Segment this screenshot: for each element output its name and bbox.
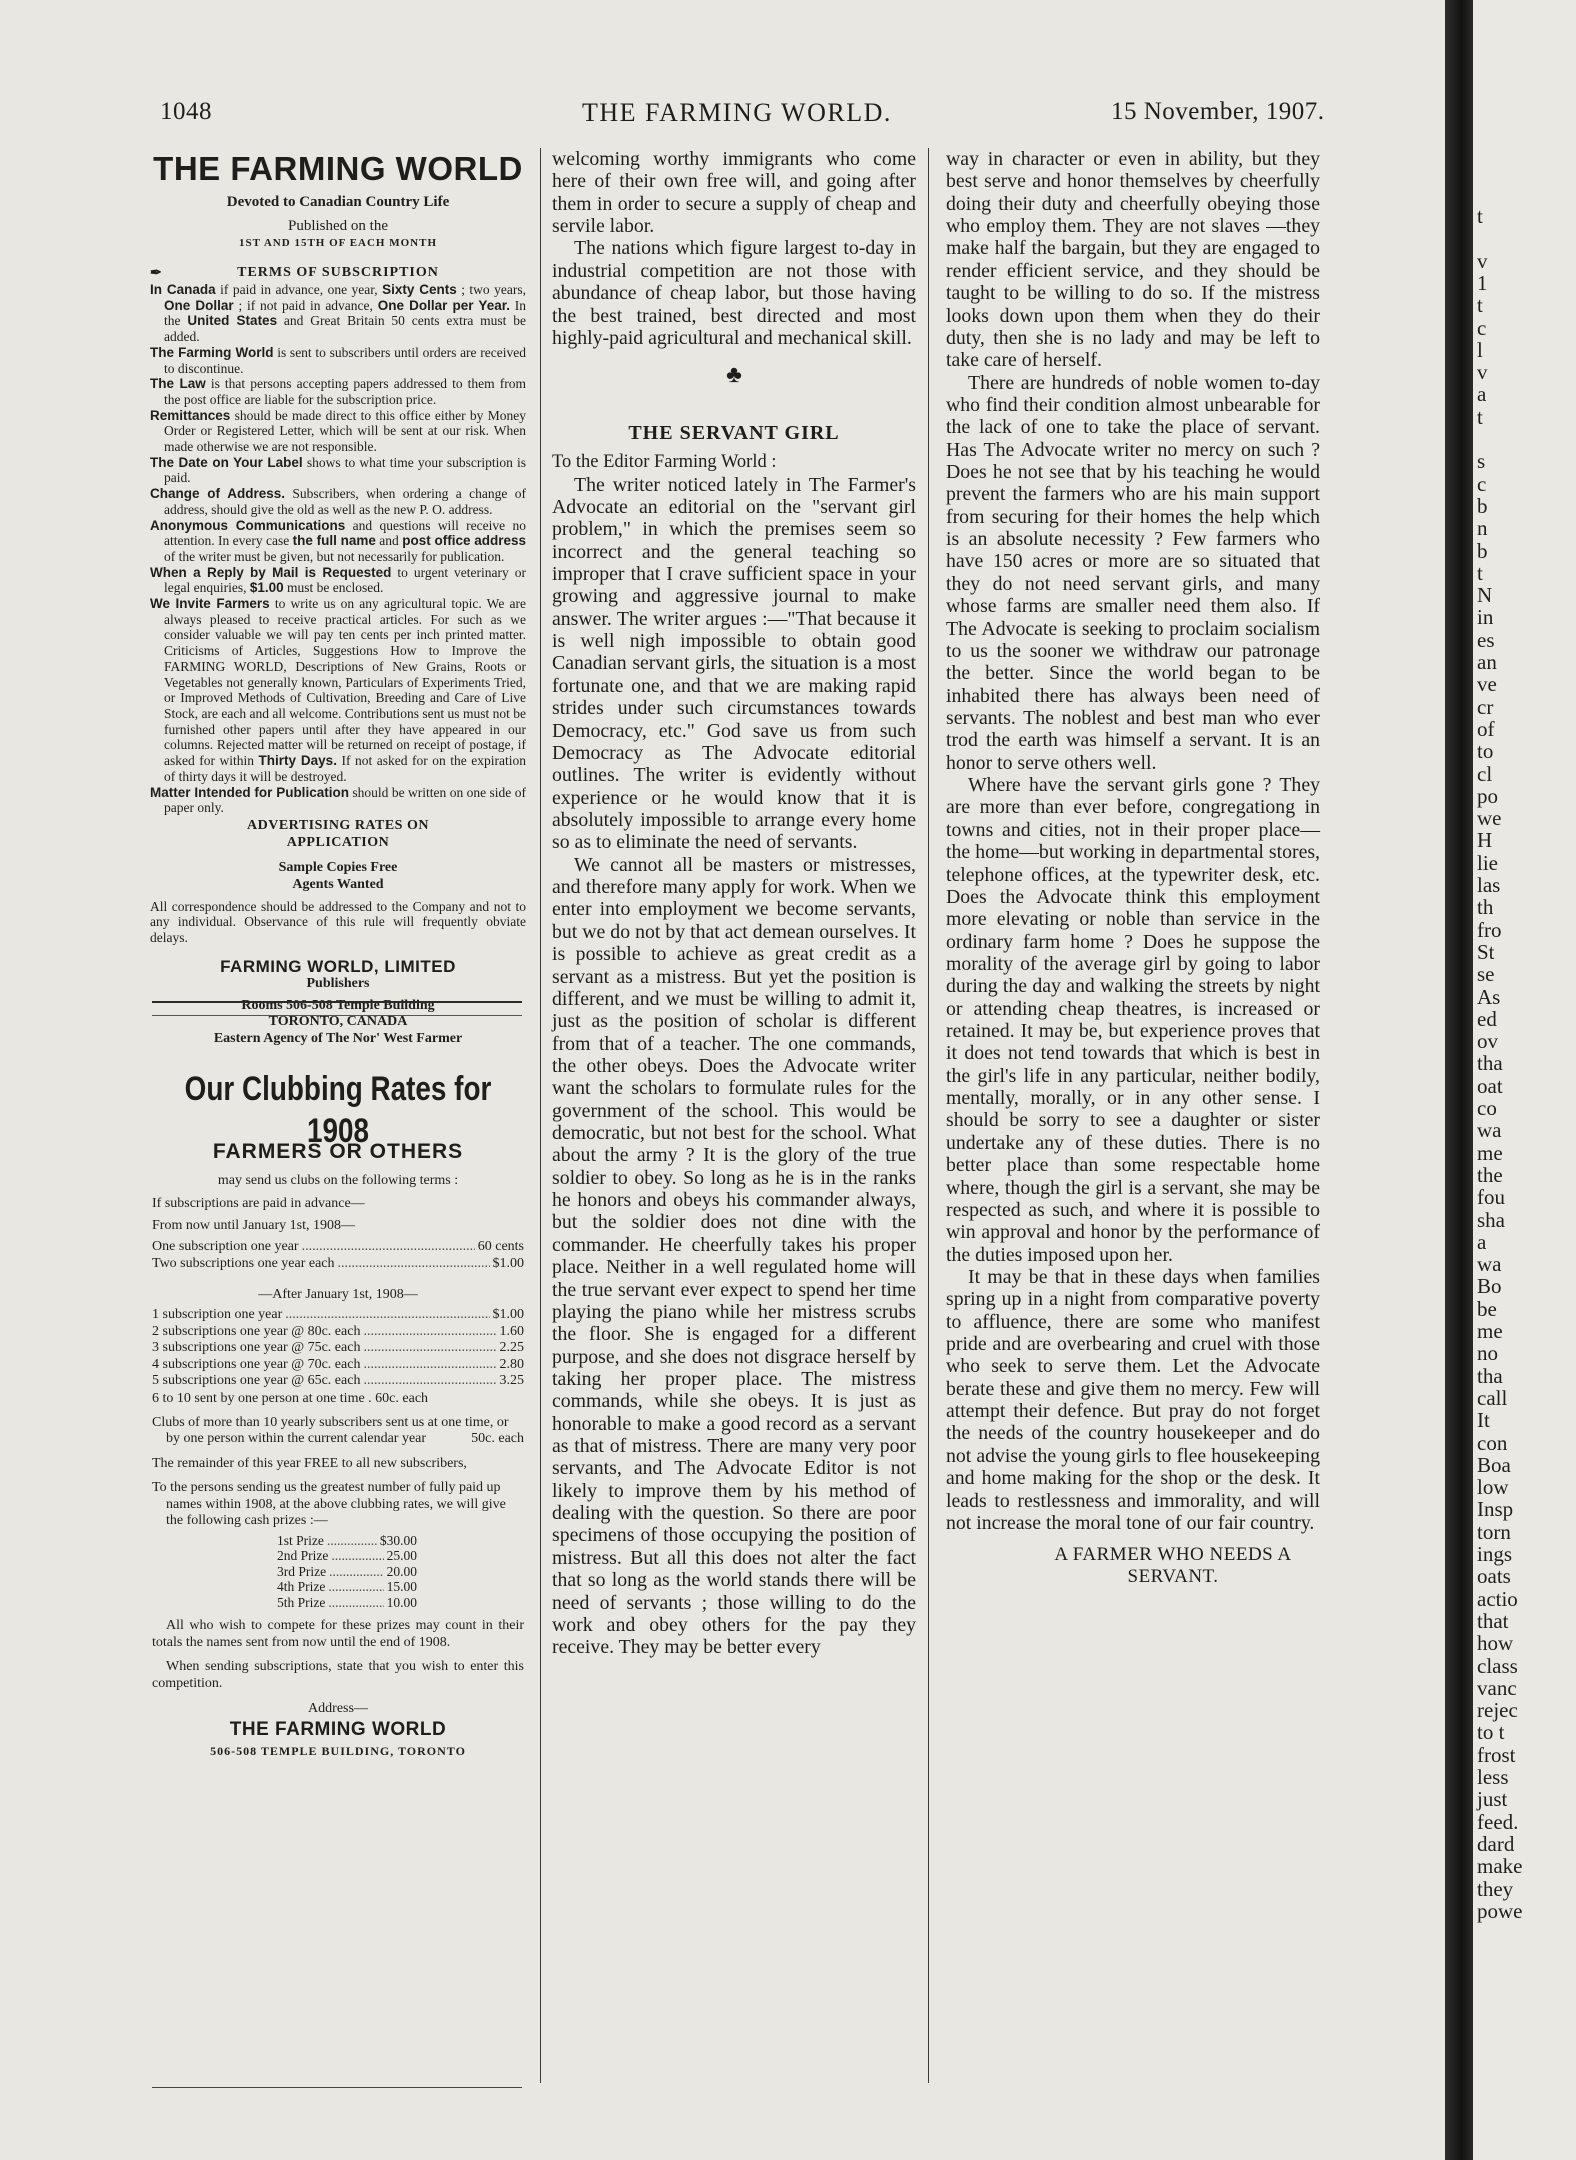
rate-label: 2 subscriptions one year @ 80c. each (152, 1323, 361, 1339)
rate-price: 2.25 (499, 1340, 524, 1355)
rate-row (277, 1564, 417, 1580)
terms-bold-run: Remittances (150, 407, 231, 423)
terms-bold-run: When a Reply by Mail is Requested (150, 564, 392, 580)
facing-page-fragment: lie (1477, 850, 1498, 875)
facing-page-fragment: be (1477, 1296, 1497, 1321)
terms-run: If not asked for on the expiration of thirty days it will be destroyed. (164, 753, 526, 784)
dot-leader (329, 1564, 384, 1580)
page-number: 1048 (160, 98, 212, 125)
terms-heading-text: TERMS OF SUBSCRIPTION (237, 265, 439, 280)
terms-paragraph (150, 376, 526, 407)
advertising-line: ADVERTISING RATES ON (247, 817, 429, 833)
terms-bold-run: We Invite Farmers (150, 596, 270, 612)
facing-page-fragment: rejec (1477, 1698, 1518, 1723)
facing-page-fragment: t (1477, 293, 1483, 318)
rate-price: 20.00 (386, 1563, 417, 1579)
masthead-title: THE FARMING WORLD (153, 150, 523, 187)
terms-run: and (375, 533, 403, 549)
article-title: THE SERVANT GIRL (628, 422, 840, 445)
remainder-line: The remainder of this year FREE to all new subscribers, (152, 1455, 467, 1471)
facing-page-fragment: tha (1477, 1051, 1503, 1076)
article-signoff (946, 1544, 1320, 1588)
facing-page-fragment: low (1477, 1475, 1509, 1500)
masthead-column (150, 144, 526, 1047)
terms-run: and Great Britain 50 cents extra must be added. (164, 313, 526, 345)
facing-page-fragment: cr (1477, 694, 1494, 719)
farmers-heading: FARMERS OR OTHERS (212, 1140, 464, 1163)
divider (152, 2087, 522, 2088)
prize-list (277, 1533, 417, 1611)
facing-page-fragment: H (1477, 828, 1493, 853)
facing-page-fragment: Boa (1477, 1452, 1511, 1477)
rate-label: Two subscriptions one year each (152, 1255, 335, 1271)
advertising-line: APPLICATION (286, 834, 390, 850)
eastern-agency: Eastern Agency of The Nor' West Farmer (213, 1031, 463, 1047)
rate-price: $1.00 (492, 1255, 524, 1271)
facing-page-fragment: ings (1477, 1542, 1513, 1566)
column-rule (928, 148, 929, 2083)
facing-page-fragment: se (1477, 962, 1495, 987)
after-january-line: —After January 1st, 1908— (258, 1287, 418, 1302)
terms-run: shows to what time your subscription is paid. (164, 454, 526, 486)
rate-label: 3rd Prize (277, 1563, 327, 1579)
facing-page-fragment: to (1477, 739, 1494, 764)
facing-page-fragment: wa (1477, 1252, 1502, 1277)
dot-leader (363, 1357, 496, 1374)
facing-page-fragment: c (1477, 315, 1487, 340)
terms-list (150, 282, 526, 816)
terms-paragraph (150, 486, 526, 517)
rate-price: 1.60 (499, 1323, 524, 1339)
terms-bold-run: the full name (292, 533, 376, 549)
article-column-middle (552, 148, 916, 1659)
terms-bold-run: In Canada (150, 282, 216, 297)
facing-page-fragment: b (1477, 493, 1488, 518)
club-ornament-icon: ♣ (726, 362, 742, 389)
if-paid-line: If subscriptions are paid in advance— (152, 1196, 365, 1211)
address-name: THE FARMING WORLD (229, 1719, 447, 1740)
terms-paragraph (150, 408, 526, 455)
rate-row (152, 1340, 524, 1357)
facing-page-fragment: dard (1477, 1831, 1515, 1856)
terms-run: to write us on any agricultural topic. We are always pleased to receive practical articles. For such as we consider valuable we will pay ten cents per inch printed matter. Criticisms of Articles, Suggestions How to Improve the FARMING WORLD, Descriptions of New Grains, Roots or Vegetables not generally known, Particulars of Experiments Tried, or Improved Methods of Cultivation, Breeding and Care of Live Stock, are each and all welcome. Contributions sent us must not be furnished other papers until after they have appeared in our columns. Rejected matter will be returned on receipt of postage, if asked for within (164, 596, 526, 769)
terms-run: should be written on one side of paper only. (164, 784, 526, 816)
when-sending-note: When sending subscriptions, state that you wish to enter this competition. (152, 1659, 524, 1691)
facing-page-fragment: oat (1477, 1073, 1503, 1098)
rate-price: 25.00 (386, 1548, 417, 1563)
terms-run: to urgent veterinary or legal enquiries, (164, 564, 526, 596)
signoff-line: A FARMER WHO NEEDS A (1054, 1544, 1292, 1566)
facing-page-fragment: torn (1477, 1519, 1511, 1544)
terms-bold-run: United States (187, 313, 278, 329)
rate-label: 4 subscriptions one year @ 70c. each (152, 1356, 361, 1372)
facing-page-fragment: th (1477, 895, 1494, 920)
facing-page-fragment: an (1477, 650, 1497, 674)
terms-bold-run: Sixty Cents (382, 282, 457, 297)
rate-price: 2.80 (499, 1356, 524, 1372)
facing-page-fragment: l (1477, 337, 1483, 362)
terms-bold-run: Change of Address. (150, 486, 285, 502)
masthead-published: Published on the (288, 218, 388, 234)
rate-row (277, 1533, 417, 1549)
publisher-name: FARMING WORLD, LIMITED (220, 957, 456, 977)
terms-bold-run: The Law (150, 376, 206, 392)
facing-page-fragment: oats (1477, 1564, 1511, 1589)
clubs-more-price: 50c. each (471, 1431, 524, 1446)
running-title: THE FARMING WORLD. (582, 98, 892, 127)
facing-page-fragment: St (1477, 939, 1495, 964)
article-paragraph: The nations which figure largest to-day in industrial competition are not those with abundance of cheap labor, but those having the best trained, best directed and most highly-paid agricultural and mechanical skill. (552, 237, 916, 349)
rate-label: 1st Prize (277, 1532, 324, 1548)
column-rule (540, 148, 541, 2083)
signoff-line: SERVANT. (1127, 1566, 1219, 1588)
rate-row (277, 1579, 417, 1595)
rate-row (152, 1256, 524, 1273)
rate-label: 5 subscriptions one year @ 65c. each (152, 1373, 361, 1388)
dot-leader (363, 1373, 496, 1390)
rate-row (152, 1324, 524, 1341)
correspondence-note: All correspondence should be addressed to the Company and not to any individual. Observance of this rule will frequently obviate delays. (150, 898, 526, 945)
facing-page-fragment: make (1477, 1854, 1523, 1879)
rate-label: 5th Prize (277, 1594, 326, 1610)
rate-price: $1.00 (492, 1307, 524, 1322)
article-paragraph: Where have the servant girls gone ? They are more than ever before, congregationg in towns and cities, not in their proper place— the home—but working in departmental stores, telephone offices, at the typewriter desk, etc. Does the Advocate think this employment more elevating or noble than service in the ordinary farm home ? Does he suppose the morality of the average girl by going to labor during the day and walking the streets by night or attending cheap theatres, is increased or retained. It may be, but experience proves that it does not tend towards that which is best in the girl's life in any particular, neither bodily, mentally, morally, or in any other sense. I should be sorry to see a daughter or sister undertake any of these duties. There is no better place than some respectable home where, though the girl is a servant, she may be respected as such, and where it is possible to win approval and honor by the performance of the duties imposed upon her. (946, 774, 1320, 1266)
facing-page-fragment: b (1477, 538, 1488, 563)
dot-leader (328, 1595, 383, 1611)
terms-run: Subscribers, when ordering a change of address, should give the old as well as the new P. O. address. (164, 486, 526, 517)
terms-bold-run: One Dollar (164, 297, 234, 313)
terms-paragraph (150, 596, 526, 784)
dot-leader (302, 1239, 475, 1256)
facing-page-fragment: las (1477, 873, 1501, 897)
terms-bold-run: One Dollar per Year. (377, 297, 510, 313)
article-paragraph: The writer noticed lately in The Farmer's Advocate an editorial on the "servant girl problem," in which the premises seem so incorrect and the general teaching so improper that I crave sufficient space in your growing and aggressive journal to make answer. The writer argues :—"That because it is well nigh impossible to obtain good Canadian servant girls, the situation is a most fortunate one, and that we are making rapid strides under such circumstances towards Democracy, etc." God save us from such Democracy as The Advocate editorial outlines. The writer is evidently without experience or he would know that it is absolutely impossible to arrange every home so as to eliminate the need of servants. (552, 473, 916, 854)
facing-page-fragment: they (1477, 1876, 1514, 1901)
facing-page-fragment: sha (1477, 1207, 1505, 1232)
dot-leader (363, 1340, 496, 1357)
facing-page-fragment: v (1477, 360, 1488, 385)
masthead-dates: 1ST AND 15TH OF EACH MONTH (238, 237, 438, 249)
facing-page-fragment: s (1477, 449, 1486, 474)
rate-price: $30.00 (379, 1532, 417, 1548)
article-paragraph: We cannot all be masters or mistresses, and therefore many apply for work. When we enter into employment we become servants, but we do not by that act demean ourselves. It is possible to achieve as great credit as a servant as a mistress. But yet the position is different, and we must be willing to admit it, just as the position of scholar is different from that of a teacher. The one commands, the other obeys. Does the Advocate writer want the scholars to formulate rules for the government of the school. This would be democratic, but not best for the school. What about the army ? It is the glory of the true soldier to obey. So long as he is in the ranks he honors and obeys his commander always, but the soldier does not dine with the commander. He cheerfully takes his proper place. Neither in a well regulated home will the true servant ever expect to spend her time playing the piano while her mistress scrubs the floor. She is engaged for a different purpose, and she does not disgrace herself by taking her proper place. The mistress commands, while she obeys. It is just as honorable to make a good record as a servant as that of mistress. There are many very poor servants, and The Advocate Editor is not likely to improve them by his method of dealing with the question. So there are poor specimens of those occupying the position of mistress. But all this does not alter the fact that so long as the world stands there will be need of servants ; those willing to do the work and obey others for the pay they receive. They may be better every (552, 853, 916, 1659)
facing-page-fragment: class (1477, 1653, 1518, 1678)
rate-row (152, 1307, 524, 1324)
facing-page-fragment: As (1477, 984, 1501, 1009)
terms-run: is sent to subscribers until orders are received to discontinue. (164, 344, 526, 376)
publisher-role: Publishers (306, 976, 370, 992)
issue-date: 15 November, 1907. (1111, 98, 1325, 125)
facing-page-fragment: feed. (1477, 1809, 1519, 1834)
facing-page-fragment: how (1477, 1631, 1514, 1656)
rate-row (152, 1373, 524, 1390)
terms-run: In the (164, 297, 527, 329)
sample-line: Agents Wanted (292, 876, 384, 892)
facing-page-fragment: es (1477, 627, 1495, 652)
dot-leader (363, 1324, 496, 1341)
publisher-city: TORONTO, CANADA (268, 1014, 408, 1030)
facing-page-fragment: Bo (1477, 1274, 1502, 1299)
facing-page-fragment: vanc (1477, 1675, 1517, 1700)
clubs-more-line (152, 1415, 524, 1448)
address-street: 506-508 TEMPLE BUILDING, TORONTO (210, 1744, 466, 1758)
clubbing-heading: Our Clubbing Rates for 1908 (184, 1070, 492, 1150)
facing-page-fragment: t (1477, 560, 1483, 585)
terms-run: and questions will receive no attention. In every case (164, 517, 526, 549)
terms-run: is that persons accepting papers addressed to them from the post office are liable for the subscription price. (164, 376, 526, 407)
article-paragraph: It may be that in these days when families spring up in a night from comparative poverty to affluence, there are some who manifest pride and are overbearing and cruel with those who seek to serve them. Let the Advocate berate these and give them no mercy. Few will attempt their defence. But pray do not forget the needs of the country housekeeper and do not advise the young girls to flee housekeeping and home making for the shop or the desk. It leads to restlessness and immorality, and will not increase the moral tone of our fair country. (946, 1265, 1320, 1534)
facing-page-fragment: frost (1477, 1742, 1516, 1767)
facing-page-fragment: wa (1477, 1118, 1502, 1143)
article-paragraph: way in character or even in ability, but they best serve and honor themselves by cheerfully doing their duty and cheerfully obeying those who employ them. They are not slaves —they make half the bargain, but they are engaged to render efficient service, and they should be taught to be willing to do so. If the mistress looks down upon them when they do their duty, then she is no lady and may be left to take care of herself. (946, 148, 1320, 372)
facing-page-fragment: fro (1477, 917, 1502, 942)
facing-page-edge (1473, 0, 1576, 2160)
divider (152, 1015, 522, 1016)
six-to-ten-line: 6 to 10 sent by one person at one time . 60c. each (152, 1390, 429, 1406)
terms-run: of the writer must be given, but not necessarily for publication. (164, 548, 505, 564)
sample-line: Sample Copies Free (278, 859, 398, 875)
facing-page-fragment: po (1477, 783, 1498, 808)
facing-page-fragment: less (1477, 1765, 1509, 1789)
terms-run: if paid in advance, one year, (215, 282, 383, 297)
facing-page-fragment: a (1477, 382, 1487, 407)
facing-page-fragment: ed (1477, 1006, 1497, 1031)
terms-paragraph (150, 785, 526, 816)
facing-page-fragment: in (1477, 605, 1494, 630)
article-paragraph: There are hundreds of noble women to-day who find their condition almost unbearable for the lack of one to take the place of servant. Has The Advocate writer no mercy on such ? Does he not see that by his teaching he would prevent the farmers who are his main support from securing for their homes the help which is an absolute necessity ? Few farmers who have 150 acres or more are so situated that they do not need servant girls, and many whose farms are smaller need them also. If The Advocate is seeking to proclaim socialism to us the sooner we withdraw our patronage the better. Since the world began to be inhabited there has always been need of servants. The noblest and best man who ever trod the earth was himself a servant. It is an honor to serve others well. (946, 371, 1320, 774)
rates-before-list (152, 1239, 524, 1272)
terms-paragraph (150, 282, 526, 345)
divider (152, 1001, 522, 1003)
to-persons-line: To the persons sending us the greatest number of fully paid up names within 1908, at the above clubbing rates, we will give the following cash prizes :— (152, 1480, 506, 1528)
facing-page-fragment: me (1477, 1319, 1503, 1343)
rate-price: 10.00 (386, 1594, 417, 1610)
terms-run: ; if not paid in advance, (233, 297, 378, 313)
facing-page-fragment: ve (1477, 672, 1497, 697)
rate-row (152, 1239, 524, 1256)
facing-page-fragment: N (1477, 583, 1493, 608)
dot-leader (331, 1548, 383, 1564)
facing-page-fragment: c (1477, 471, 1487, 496)
dot-leader (285, 1307, 489, 1324)
page-gutter (1445, 0, 1473, 2160)
rate-label: 1 subscription one year (152, 1307, 283, 1322)
rate-row (277, 1595, 417, 1611)
facing-page-fragment: we (1477, 806, 1502, 831)
terms-bold-run: The Farming World (150, 344, 274, 360)
facing-page-fragment: powe (1477, 1898, 1523, 1923)
rate-price: 60 cents (477, 1239, 524, 1254)
facing-page-fragment: no (1477, 1341, 1498, 1366)
rate-label: 2nd Prize (277, 1548, 329, 1563)
facing-page-fragment: call (1477, 1385, 1508, 1410)
facing-page-fragment: to t (1477, 1720, 1505, 1745)
rate-label: 3 subscriptions one year @ 75c. each (152, 1340, 361, 1355)
terms-bold-run: Anonymous Communications (150, 517, 346, 533)
facing-page-fragment: a (1477, 1229, 1487, 1254)
facing-page-fragment: fou (1477, 1185, 1505, 1210)
article-column-right (946, 148, 1320, 1588)
advertising-rates (150, 817, 526, 851)
facing-page-fragment: me (1477, 1140, 1503, 1165)
terms-bold-run: $1.00 (249, 580, 284, 596)
facing-page-fragment: n (1477, 516, 1488, 541)
facing-page-fragment: t (1477, 204, 1483, 228)
facing-page-fragment: 1 (1477, 270, 1488, 295)
terms-paragraph (150, 518, 526, 565)
rate-row (152, 1357, 524, 1374)
all-who-note: All who wish to compete for these prizes may count in their totals the names sent from now until the end of 1908. (152, 1618, 524, 1650)
facing-page-fragment: cl (1477, 761, 1493, 786)
terms-paragraph (150, 455, 526, 486)
clubs-more-text: Clubs of more than 10 yearly subscribers sent us at one time, or by one person within the current calendar year (152, 1414, 509, 1446)
facing-page-fragment: v (1477, 248, 1488, 273)
terms-paragraph (150, 345, 526, 376)
from-now-line: From now until January 1st, 1908— (152, 1218, 355, 1233)
article-salutation: To the Editor Farming World : (552, 452, 777, 473)
facing-page-fragment: t (1477, 404, 1483, 429)
sample-copies (150, 859, 526, 893)
clubbing-terms-line: may send us clubs on the following terms : (217, 1173, 459, 1188)
masthead-subtitle: Devoted to Canadian Country Life (226, 194, 450, 210)
terms-bold-run: The Date on Your Label (150, 454, 303, 470)
address-label: Address— (308, 1701, 368, 1716)
facing-page-fragment: co (1477, 1096, 1497, 1120)
pen-icon: ✒ (150, 266, 163, 281)
facing-page-fragment: the (1477, 1162, 1503, 1187)
facing-page-fragment: It (1477, 1408, 1490, 1433)
rates-after-list (152, 1307, 524, 1390)
terms-bold-run: post office address (402, 533, 527, 549)
facing-page-fragment: of (1477, 716, 1495, 741)
article-paragraph: welcoming worthy immigrants who come here of their own free will, and going after them in order to secure a supply of cheap and servile labor. (552, 148, 916, 238)
facing-page-fragment: that (1477, 1608, 1509, 1633)
publisher-rooms: Rooms 506-508 Temple Building (241, 998, 435, 1014)
terms-bold-run: Thirty Days. (258, 753, 337, 769)
terms-bold-run: Matter Intended for Publication (150, 784, 349, 800)
terms-run: ; two years, (456, 282, 527, 297)
rate-label: 4th Prize (277, 1579, 326, 1594)
dot-leader (338, 1256, 490, 1273)
dot-leader (328, 1579, 383, 1595)
rate-row (277, 1548, 417, 1564)
rate-label: One subscription one year (152, 1239, 299, 1254)
rate-price: 15.00 (386, 1579, 417, 1594)
facing-page-fragment: tha (1477, 1363, 1503, 1388)
terms-heading (150, 264, 526, 282)
terms-run: should be made direct to this office either by Money Order or Registered Letter, which will be sent at our risk. When made otherwise we are not responsible. (164, 407, 526, 455)
rate-price: 3.25 (499, 1373, 524, 1388)
facing-page-fragment: Insp (1477, 1497, 1514, 1522)
terms-paragraph (150, 565, 526, 596)
facing-page-fragment: actio (1477, 1586, 1518, 1611)
facing-page-fragment: con (1477, 1430, 1508, 1455)
terms-run: must be enclosed. (283, 580, 384, 596)
dot-leader (327, 1533, 377, 1549)
facing-page-fragment: ov (1477, 1029, 1498, 1054)
clubbing-rates (152, 1138, 524, 1760)
facing-page-fragment: just (1477, 1787, 1508, 1812)
